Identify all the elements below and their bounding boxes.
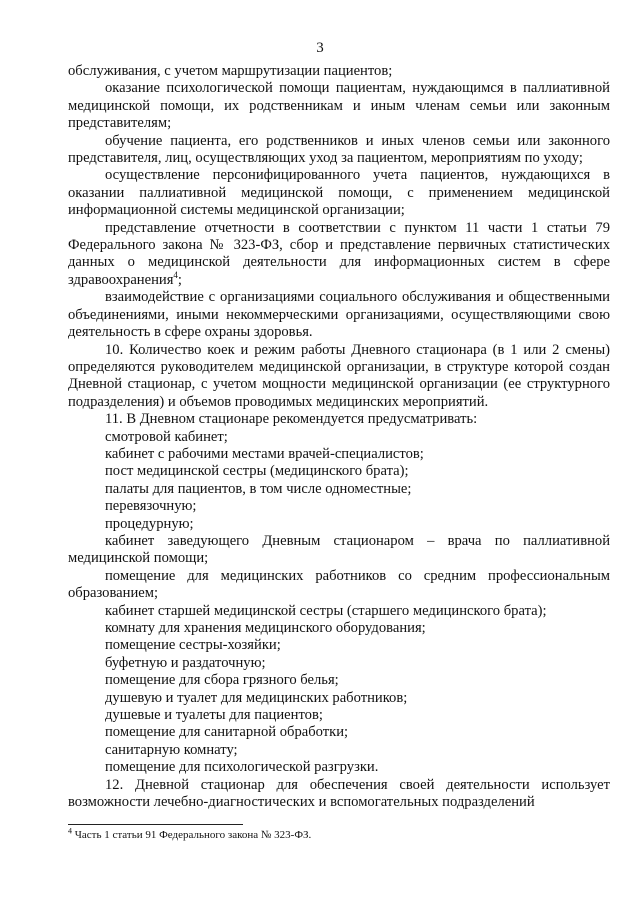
list-item-treatment-room: процедурную; bbox=[105, 515, 194, 532]
paragraph-continuation: обслуживания, с учетом маршрутизации пациентов; bbox=[68, 63, 393, 79]
list-item-head-office: кабинет заведующего Дневным стационаром – врача по паллиативной медицинской помощи; bbox=[68, 532, 610, 567]
list-item-sanitation-room: помещение для санитарной обработки; bbox=[105, 724, 349, 741]
paragraph-11: 11. В Дневном стационаре рекомендуется предусматривать: bbox=[105, 411, 478, 428]
list-item-sanitary-room: санитарную комнату; bbox=[105, 741, 238, 758]
list-item-nurse-post: пост медицинской сестры (медицинского брата); bbox=[105, 463, 409, 480]
paragraph-10: 10. Количество коек и режим работы Дневного стационара (в 1 или 2 смены) определяются руководителем медицинской организации, в структуре которой создан Дневной стационар, с учетом мощности медицинской организации (ее структурного подразделения) и объемов проводимых медицинских мероприятий. bbox=[68, 341, 610, 410]
footnote-text: Часть 1 статьи 91 Федерального закона № 323-ФЗ. bbox=[72, 829, 312, 841]
list-item-housekeeper-room: помещение сестры-хозяйки; bbox=[105, 637, 281, 654]
list-item-exam-room: смотровой кабинет; bbox=[105, 428, 228, 445]
list-item-senior-nurse-office: кабинет старшей медицинской сестры (старшего медицинского брата); bbox=[105, 602, 547, 619]
list-item-equipment-storage: комнату для хранения медицинского оборудования; bbox=[105, 620, 426, 636]
paragraph-training: обучение пациента, его родственников и иных членов семьи или законного представителя, лиц, осуществляющих уход за пациентом, мероприятиям по уходу; bbox=[68, 132, 610, 167]
list-item-staff-room: помещение для медицинских работников со средним профессиональным образованием; bbox=[68, 567, 610, 602]
list-item-staff-shower: душевую и туалет для медицинских работников; bbox=[105, 689, 408, 706]
list-item-relief-room: помещение для психологической разгрузки. bbox=[105, 759, 379, 776]
paragraph-patient-records: осуществление персонифицированного учета пациентов, нуждающихся в оказании паллиативной медицинской помощи, с применением медицинской информационной системы медицинской организации; bbox=[68, 167, 610, 219]
list-item-dressing-room: перевязочную; bbox=[105, 498, 197, 515]
list-item-specialists-office: кабинет с рабочими местами врачей-специалистов; bbox=[105, 445, 424, 462]
paragraph-cooperation: взаимодействие с организациями социального обслуживания и общественными объединениями, иными некоммерческими организациями, осуществляющими свою деятельность в сфере охраны здоровья. bbox=[68, 289, 610, 341]
paragraph-reporting bbox=[68, 220, 610, 290]
list-item-pantry: буфетную и раздаточную; bbox=[105, 654, 266, 671]
list-item-laundry-room: помещение для сбора грязного белья; bbox=[105, 672, 339, 689]
paragraph-12: 12. Дневной стационар для обеспечения своей деятельности использует возможности лечебно-диагностических и вспомогательных подразделений bbox=[68, 776, 610, 811]
document-body bbox=[68, 63, 610, 811]
footnote-reference: 4 bbox=[173, 270, 178, 281]
page-number: 3 bbox=[316, 40, 324, 56]
footnote-marker: 4 bbox=[68, 826, 72, 836]
list-item-patient-wards: палаты для пациентов, в том числе одноместные; bbox=[105, 480, 412, 497]
paragraph-psych-help: оказание психологической помощи пациентам, нуждающимся в паллиативной медицинской помощи, их родственникам и иным членам семьи или законным представителям; bbox=[68, 80, 610, 132]
list-item-patient-shower: душевые и туалеты для пациентов; bbox=[105, 707, 323, 724]
paragraph-reporting-tail: ; bbox=[177, 271, 182, 288]
footnote-divider bbox=[68, 824, 243, 825]
footnote bbox=[68, 826, 610, 842]
paragraph-reporting-text: представление отчетности в соответствии с пунктом 11 части 1 статьи 79 Федерального закона № 323-ФЗ, сбор и представление первичных статистических данных о медицинской деятельности для информационных систем в сфере здравоохранения bbox=[68, 219, 610, 288]
